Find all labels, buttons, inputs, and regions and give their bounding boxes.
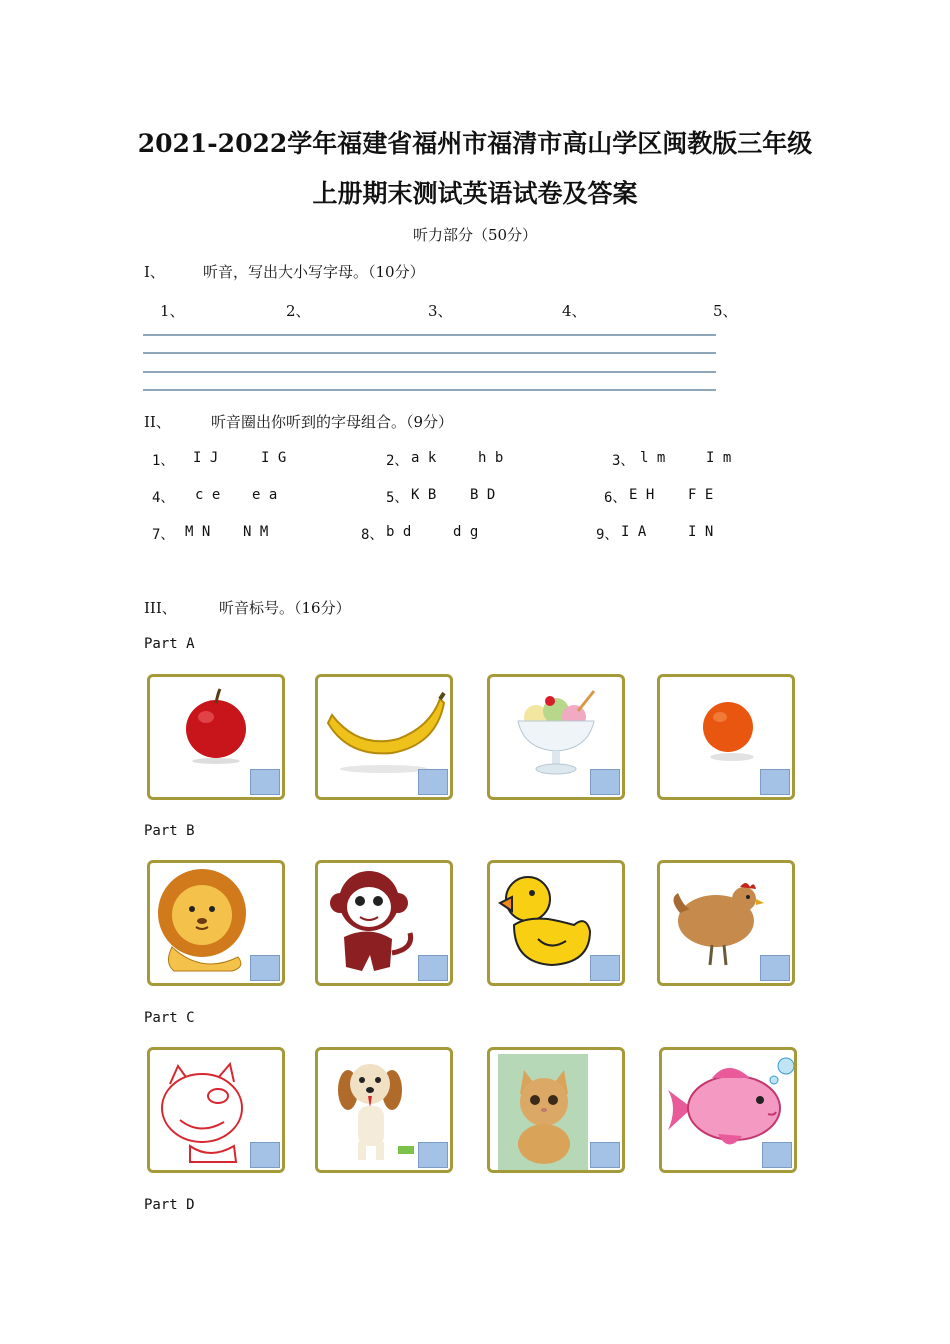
letter-option[interactable]: I N: [688, 524, 714, 540]
part-a-label: Part A: [144, 636, 195, 652]
answer-box[interactable]: [760, 769, 790, 795]
letter-item-number: 7、: [152, 527, 175, 543]
answer-box[interactable]: [762, 1142, 792, 1168]
writing-line[interactable]: [143, 352, 716, 354]
answer-box[interactable]: [250, 955, 280, 981]
write-item-number: 5、: [713, 302, 738, 320]
answer-box[interactable]: [418, 769, 448, 795]
section-3-heading: 听音标号。（16分）: [219, 599, 351, 617]
letter-item-number: 2、: [386, 453, 409, 469]
answer-box[interactable]: [250, 769, 280, 795]
page-title-line-2: 上册期末测试英语试卷及答案: [312, 179, 638, 208]
listening-section-header: 听力部分（50分）: [412, 226, 538, 244]
monkey-card: [315, 860, 453, 986]
section-3-number: III、: [144, 599, 177, 617]
writing-line[interactable]: [143, 389, 716, 391]
ice-cream-card: [487, 674, 625, 800]
section-2-number: II、: [144, 413, 171, 431]
section-1-heading: 听音，写出大小写字母。（10分）: [203, 263, 425, 281]
letter-option[interactable]: h b: [478, 450, 504, 466]
section-2-heading: 听音圈出你听到的字母组合。（9分）: [211, 413, 454, 431]
lion-card: [147, 860, 285, 986]
letter-item-number: 9、: [596, 527, 619, 543]
letter-option[interactable]: I G: [261, 450, 287, 466]
answer-box[interactable]: [590, 955, 620, 981]
answer-box[interactable]: [418, 1142, 448, 1168]
letter-item-number: 5、: [386, 490, 409, 506]
answer-box[interactable]: [590, 769, 620, 795]
writing-line[interactable]: [143, 371, 716, 373]
letter-item-number: 4、: [152, 490, 175, 506]
banana-card: [315, 674, 453, 800]
letter-option[interactable]: c e: [195, 487, 221, 503]
writing-line[interactable]: [143, 334, 716, 336]
answer-box[interactable]: [418, 955, 448, 981]
page-title-line-1: 2021-2022学年福建省福州市福清市高山学区闽教版三年级: [137, 129, 813, 158]
apple-card: [147, 674, 285, 800]
letter-option[interactable]: B D: [470, 487, 496, 503]
duck-card: [487, 860, 625, 986]
write-item-number: 3、: [428, 302, 453, 320]
part-c-label: Part C: [144, 1010, 195, 1026]
answer-box[interactable]: [250, 1142, 280, 1168]
cat-card: [487, 1047, 625, 1173]
dog-card: [315, 1047, 453, 1173]
fish-card: [659, 1047, 797, 1173]
letter-option[interactable]: I m: [706, 450, 732, 466]
letter-option[interactable]: M N: [185, 524, 211, 540]
write-item-number: 4、: [562, 302, 587, 320]
letter-item-number: 8、: [361, 527, 384, 543]
letter-option[interactable]: I J: [193, 450, 219, 466]
hen-card: [657, 860, 795, 986]
write-item-number: 2、: [286, 302, 311, 320]
letter-option[interactable]: I A: [621, 524, 647, 540]
letter-item-number: 6、: [604, 490, 627, 506]
letter-item-number: 3、: [612, 453, 635, 469]
letter-option[interactable]: l m: [640, 450, 666, 466]
answer-box[interactable]: [590, 1142, 620, 1168]
part-d-label: Part D: [144, 1197, 195, 1213]
letter-option[interactable]: N M: [243, 524, 269, 540]
letter-option[interactable]: a k: [411, 450, 437, 466]
orange-card: [657, 674, 795, 800]
section-1-number: I、: [144, 263, 165, 281]
letter-option[interactable]: d g: [453, 524, 479, 540]
letter-option[interactable]: K B: [411, 487, 437, 503]
letter-option[interactable]: e a: [252, 487, 278, 503]
letter-option[interactable]: F E: [688, 487, 714, 503]
letter-option[interactable]: b d: [386, 524, 412, 540]
part-b-label: Part B: [144, 823, 195, 839]
write-item-number: 1、: [160, 302, 185, 320]
letter-item-number: 1、: [152, 453, 175, 469]
pig-card: [147, 1047, 285, 1173]
answer-box[interactable]: [760, 955, 790, 981]
letter-option[interactable]: E H: [629, 487, 655, 503]
